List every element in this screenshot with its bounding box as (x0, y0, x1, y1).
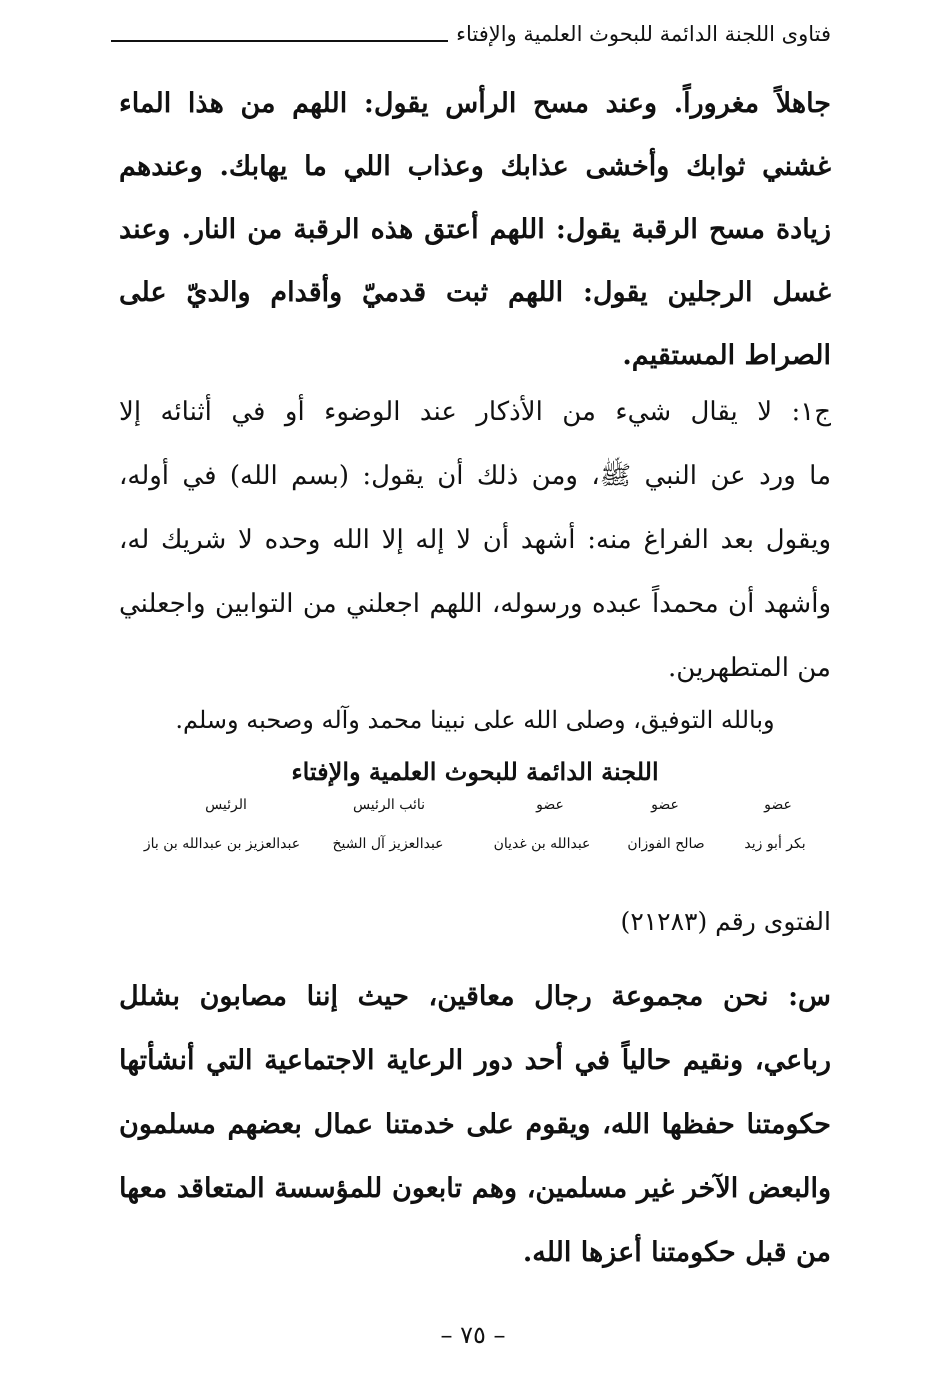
signatory-roles (0, 797, 946, 821)
text-line: من قبل حكومتنا أعزها الله. (522, 1237, 831, 1268)
signatory-role: عضو (536, 797, 564, 813)
fatwa-number: الفتوى رقم (٢١٢٨٣) (620, 907, 831, 936)
header-title: فتاوى اللجنة الدائمة للبحوث العلمية والإفتاء (456, 22, 831, 46)
text-line: زيادة مسح الرقبة يقول: اللهم أعتق هذه الرقبة من النار. وعند (119, 214, 831, 245)
text-line: الصراط المستقيم. (622, 340, 831, 371)
signatory-role: نائب الرئيس (352, 797, 426, 813)
page-number: – ٧٥ – (440, 1321, 506, 1349)
signatory-name: عبدالله بن غديان (493, 836, 591, 852)
text-line: رباعي، ونقيم حالياً في أحد دور الرعاية الاجتماعية التي أنشأتها (119, 1045, 831, 1076)
text-line: جاهلاً مغروراً. وعند مسح الرأس يقول: اللهم من هذا الماء (119, 88, 831, 119)
running-header (111, 16, 831, 52)
question-continuation (119, 72, 831, 387)
signatory-name: صالح الفوزان (627, 836, 705, 852)
text-line: والبعض الآخر غير مسلمين، وهم تابعون للمؤسسة المتعاقد معها (119, 1173, 831, 1204)
header-rule (111, 40, 448, 42)
signatory-name: عبدالعزيز بن عبدالله بن باز (143, 836, 301, 852)
text-line: س: نحن مجموعة رجال معاقين، حيث إننا مصابون بشلل (119, 981, 831, 1012)
text-line: ويقول بعد الفراغ منه: أشهد أن لا إله إلا الله وحده لا شريك له، (119, 525, 831, 555)
text-line: غشني ثوابك وأخشى عذابك وعذاب اللي ما يهابك. وعندهم (119, 151, 831, 182)
closing-line: وبالله التوفيق، وصلى الله على نبينا محمد وآله وصحبه وسلم. (175, 706, 775, 734)
signatory-name: بكر أبو زيد (744, 836, 806, 852)
signatory-name: عبدالعزيز آل الشيخ (332, 836, 444, 852)
committee-name: اللجنة الدائمة للبحوث العلمية والإفتاء (291, 757, 659, 786)
text-line: غسل الرجلين يقول: اللهم ثبت قدميّ وأقدام والديّ على (119, 277, 831, 308)
signatory-role: عضو (651, 797, 679, 813)
signatory-role: عضو (764, 797, 792, 813)
text-line: وأشهد أن محمداً عبده ورسوله، اللهم اجعلني من التوابين واجعلني (119, 589, 831, 619)
answer (119, 380, 831, 700)
text-line: من المتطهرين. (668, 653, 831, 683)
text-line: حكومتنا حفظها الله، ويقوم على خدمتنا عمال بعضهم مسلمون (119, 1109, 831, 1140)
signatory-role: الرئيس (205, 797, 247, 813)
signatory-names (0, 836, 946, 860)
text-line: ما ورد عن النبي ﷺ، ومن ذلك أن يقول: (بسم الله) في أوله، (119, 461, 831, 491)
text-line: ج١: لا يقال شيء من الأذكار عند الوضوء أو في أثنائه إلا (119, 397, 831, 427)
question (119, 965, 831, 1285)
